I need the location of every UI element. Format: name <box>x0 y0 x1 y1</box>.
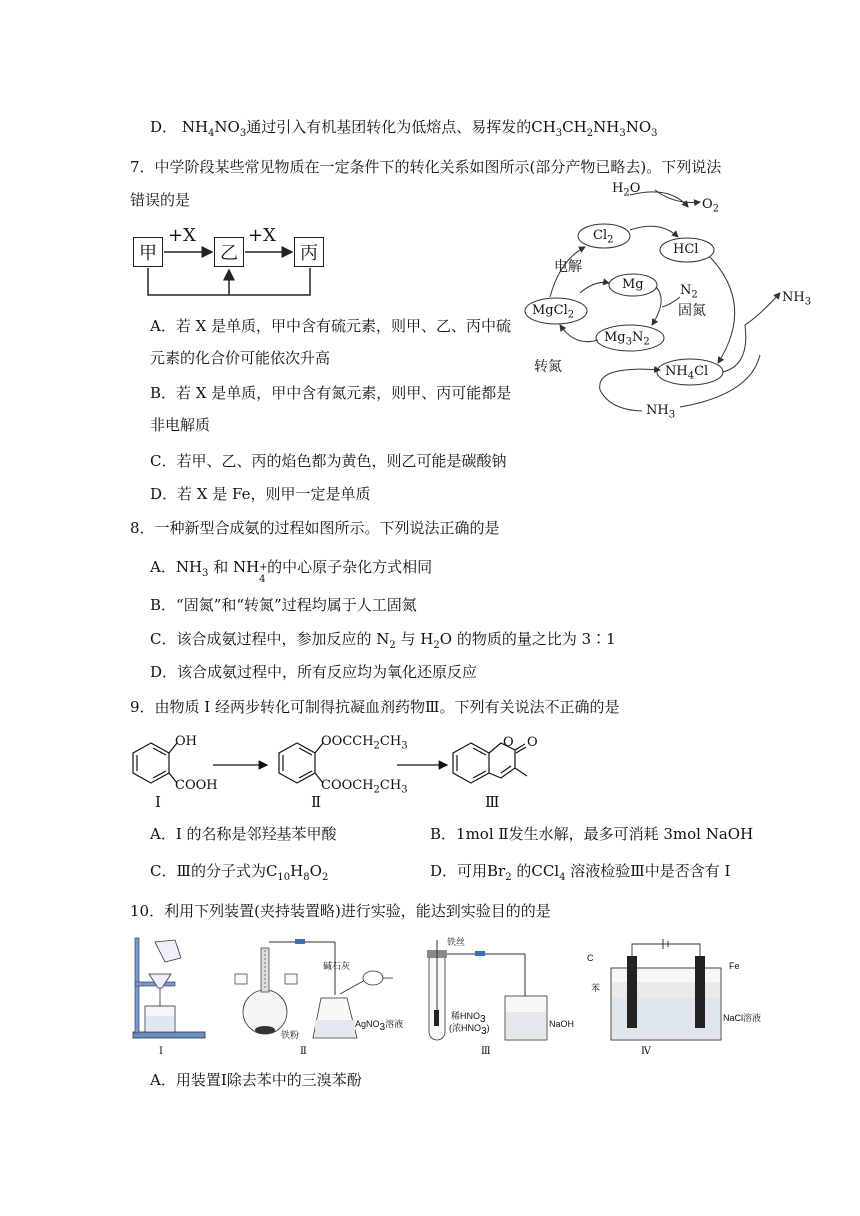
flow-arrows <box>130 225 340 300</box>
cycle-n2: $N_2$ <box>680 283 698 301</box>
q9-option-a: A．I 的名称是邻羟基苯甲酸 <box>150 825 337 843</box>
cycle-dianjie: 电解 <box>554 259 582 275</box>
q9-stem: 9．由物质 I 经两步转化可制得抗凝血剂药物Ⅲ。下列有关说法不正确的是 <box>130 698 620 716</box>
m1-cooh: COOH <box>175 778 218 793</box>
cycle-mg: Mg <box>622 277 644 292</box>
q9-option-c: C．Ⅲ的分子式为$C_{10}H_8O_2$ <box>150 862 329 883</box>
flow-label-x2: +X <box>248 225 276 246</box>
q9-structures <box>125 728 705 813</box>
q8-option-a: A．$NH_3$ 和 NH + 4 的中心原子杂化方式相同 <box>150 558 433 585</box>
q10-apparatus-figure <box>125 930 765 1060</box>
cycle-nh3-right: $NH_3$ <box>782 290 812 308</box>
m3-label: Ⅲ <box>485 793 500 811</box>
m1-label: I <box>155 793 161 811</box>
apparatus-label-3: Ⅲ <box>481 1046 491 1057</box>
q8-option-b: B．“固氮”和“转氮”过程均属于人工固氮 <box>150 596 417 614</box>
apparatus-label-4: Ⅳ <box>641 1046 651 1057</box>
m2-bottom: $COOCH_2CH_3$ <box>321 778 408 796</box>
flow-label-x1: +X <box>168 225 196 246</box>
label-c-electrode: C <box>587 953 594 963</box>
q10-stem: 10．利用下列装置(夹持装置略)进行实验，能达到实验目的的是 <box>130 902 551 920</box>
m3-o-carbonyl: O <box>527 735 538 750</box>
ammonia-cycle-diagram <box>520 175 820 425</box>
label-naoh: NaOH <box>549 1019 575 1029</box>
m3-o-ring: O <box>503 735 514 750</box>
q7-stem-line1: 7．中学阶段某些常见物质在一定条件下的转化关系如图所示(部分产物已略去)。下列说法 <box>130 158 722 176</box>
label-nacl: NaCl溶液 <box>723 1013 762 1023</box>
q9-option-b: B．1mol Ⅱ发生水解，最多可消耗 3mol NaOH <box>430 825 754 843</box>
cycle-cl2: $Cl_2$ <box>593 228 614 246</box>
q7-flow-diagram <box>130 225 340 300</box>
label-hno3-conc: (浓$HNO_3$) <box>449 1023 490 1037</box>
cycle-lines <box>520 175 820 425</box>
q7-option-a-line2: 元素的化合价可能依次升高 <box>150 349 331 367</box>
q9-reaction-scheme <box>125 728 705 813</box>
cycle-mgcl2: MgCl$_2$ <box>532 303 575 321</box>
q7-option-d: D．若 X 是 Fe，则甲一定是单质 <box>150 485 371 503</box>
cycle-o2: $O_2$ <box>702 197 720 215</box>
m1-oh: OH <box>175 734 197 749</box>
apparatus-drawings <box>125 930 765 1060</box>
m2-top: $OOCCH_2CH_3$ <box>321 734 408 752</box>
q10-option-a: A．用装置Ⅰ除去苯中的三溴苯酚 <box>150 1071 362 1089</box>
q7-option-b-line2: 非电解质 <box>150 416 211 434</box>
flow-box-jia: 甲 <box>133 237 163 267</box>
cycle-nh4cl: $NH_4Cl$ <box>665 364 709 382</box>
label-jianshihui: 碱石灰 <box>323 961 351 971</box>
cycle-zhuandan: 转氮 <box>534 359 562 375</box>
apparatus-label-2: Ⅱ <box>300 1046 307 1057</box>
q7-option-c: C．若甲、乙、丙的焰色都为黄色，则乙可能是碳酸钠 <box>150 452 507 470</box>
label-tiesi: 铁丝 <box>447 937 466 947</box>
q8-option-d: D．该合成氨过程中，所有反应均为氧化还原反应 <box>150 663 478 681</box>
cycle-gudan: 固氮 <box>678 303 706 319</box>
q8-stem: 8．一种新型合成氨的过程如图所示。下列说法正确的是 <box>130 519 500 537</box>
q7-stem-line2: 错误的是 <box>130 191 191 209</box>
m2-label: Ⅱ <box>311 793 322 811</box>
q9-option-d: D．可用$Br_2$ 的CCl$_4$ 溶液检验Ⅲ中是否含有 I <box>430 862 731 883</box>
apparatus-label-1: Ⅰ <box>159 1046 163 1057</box>
cycle-mg3n2: $Mg_3N_2$ <box>604 330 650 348</box>
q6-option-d: D． $NH_4NO_3$通过引入有机基团转化为低熔点、易挥发的$CH_3CH_2NH_3NO_3$ <box>150 118 658 139</box>
cycle-nh3-bottom: $NH_3$ <box>646 403 676 421</box>
cycle-hcl: HCl <box>673 242 699 257</box>
label-tiefen: 铁粉 <box>281 1030 300 1040</box>
q7-option-b-line1: B．若 X 是单质，甲中含有氮元素，则甲、丙可能都是 <box>150 384 512 402</box>
flow-box-yi: 乙 <box>214 237 244 267</box>
label-fe-electrode: Fe <box>729 961 740 971</box>
flow-box-bing: 丙 <box>294 237 324 267</box>
label-hno3-dilute: 稀$HNO_3$ <box>451 1011 486 1025</box>
q7-option-a-line1: A．若 X 是单质，甲中含有硫元素，则甲、乙、丙中硫 <box>150 317 512 335</box>
q8-option-c: C．该合成氨过程中，参加反应的 $N_2$ 与 $H_2O$ 的物质的量之比为 3∶1 <box>150 630 616 651</box>
label-ben: 苯 <box>591 983 601 993</box>
cycle-h2o: $H_2O$ <box>612 181 641 199</box>
label-agno3: AgNO$_3$溶液 <box>355 1019 404 1033</box>
